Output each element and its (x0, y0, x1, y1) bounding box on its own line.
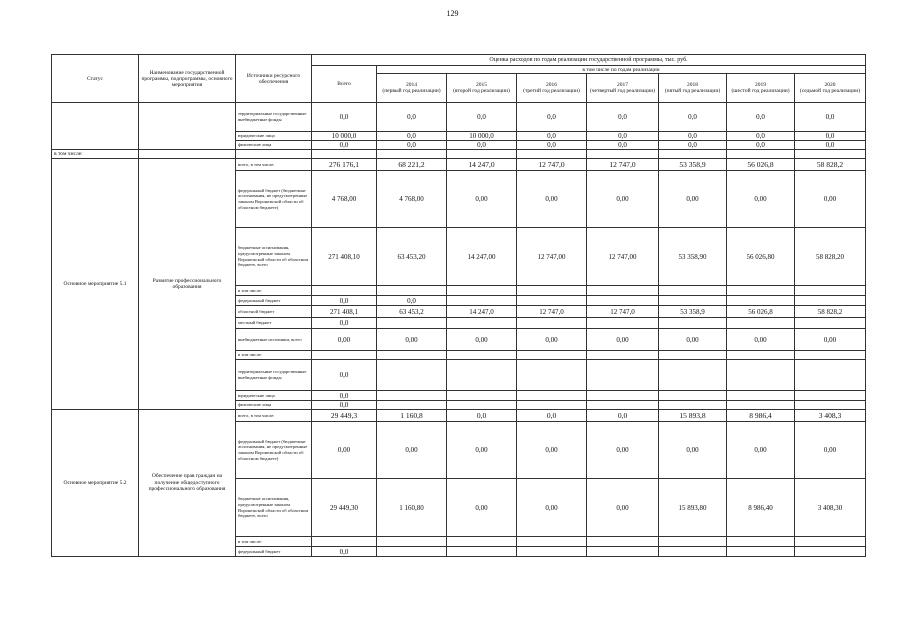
value-cell (517, 360, 587, 391)
value-cell (659, 537, 727, 547)
header-year-number: 2018 (687, 82, 698, 88)
value-cell (587, 286, 659, 296)
value-cell: 0,0 (517, 141, 587, 150)
value-cell: 0,0 (517, 103, 587, 132)
value-cell: 271 408,1 (312, 306, 377, 318)
value-cell: 10 000,0 (447, 132, 517, 141)
empty-cell (312, 150, 377, 159)
value-cell (447, 537, 517, 547)
header-year-label: (третий год реализации) (523, 88, 580, 94)
value-cell: 0,0 (447, 103, 517, 132)
value-cell: 0,00 (312, 329, 377, 351)
header-status: Статус (52, 55, 139, 103)
header-year-number: 2014 (406, 82, 417, 88)
value-cell: 0,0 (447, 410, 517, 422)
value-cell: 0,00 (587, 171, 659, 228)
value-cell (727, 286, 795, 296)
value-cell: 0,0 (312, 296, 377, 306)
value-cell: 0,0 (659, 132, 727, 141)
header-estimate: Оценка расходов по годам реализации государственной программы, тыс. руб. (312, 55, 866, 66)
value-cell: 0,0 (587, 132, 659, 141)
value-cell: 56 026,80 (727, 228, 795, 286)
value-cell: 0,00 (795, 171, 866, 228)
value-cell (517, 537, 587, 547)
value-cell (727, 391, 795, 401)
source-cell: в том числе: (236, 351, 312, 360)
value-cell: 0,00 (727, 329, 795, 351)
value-cell: 12 747,0 (517, 306, 587, 318)
value-cell (517, 286, 587, 296)
empty-cell (727, 150, 795, 159)
value-cell (517, 351, 587, 360)
empty-cell (587, 150, 659, 159)
value-cell: 0,00 (517, 422, 587, 479)
value-cell: 0,0 (727, 132, 795, 141)
value-cell (517, 318, 587, 329)
name-cell-empty (139, 103, 236, 150)
value-cell: 0,00 (587, 329, 659, 351)
value-cell (517, 401, 587, 410)
value-cell (795, 318, 866, 329)
value-cell: 29 449,30 (312, 479, 377, 537)
value-cell: 1 160,8 (377, 410, 447, 422)
value-cell (795, 351, 866, 360)
value-cell (659, 360, 727, 391)
header-year-label: (шестой год реализации) (731, 88, 790, 94)
value-cell (447, 401, 517, 410)
value-cell: 12 747,0 (587, 159, 659, 171)
value-cell (727, 360, 795, 391)
status-cell-empty (52, 103, 139, 150)
value-cell: 15 893,80 (659, 479, 727, 537)
source-cell: территориальные государственные внебюджетные фонды (236, 103, 312, 132)
value-cell (795, 360, 866, 391)
source-cell: физические лица (236, 401, 312, 410)
value-cell (727, 537, 795, 547)
value-cell (659, 547, 727, 557)
source-cell: всего, в том числе: (236, 159, 312, 171)
header-year (795, 74, 866, 103)
value-cell: 276 176,1 (312, 159, 377, 171)
table-row (52, 410, 866, 422)
value-cell: 0,00 (727, 171, 795, 228)
value-cell (377, 360, 447, 391)
header-sources: Источники ресурсного обеспечения (236, 55, 312, 103)
value-cell: 271 408,10 (312, 228, 377, 286)
header-year (447, 74, 517, 103)
value-cell: 0,00 (587, 422, 659, 479)
empty-cell (517, 150, 587, 159)
header-year-number: 2020 (824, 82, 836, 88)
header-year-label: (седьмой год реализации) (799, 88, 861, 94)
source-cell: областной бюджет (236, 306, 312, 318)
value-cell: 0,00 (377, 422, 447, 479)
source-cell: местный бюджет (236, 318, 312, 329)
value-cell (377, 286, 447, 296)
value-cell (587, 547, 659, 557)
value-cell: 10 000,0 (312, 132, 377, 141)
value-cell (517, 547, 587, 557)
header-year-number: 2015 (476, 82, 487, 88)
value-cell (587, 391, 659, 401)
value-cell: 56 026,8 (727, 159, 795, 171)
value-cell (447, 547, 517, 557)
header-year (659, 74, 727, 103)
value-cell: 8 986,4 (727, 410, 795, 422)
header-year-number: 2017 (617, 82, 628, 88)
header-program-name: Наименование государственной программы, подпрограммы, основного мероприятия (139, 55, 236, 103)
value-cell: 58 828,20 (795, 228, 866, 286)
source-cell: физические лица (236, 141, 312, 150)
value-cell (377, 537, 447, 547)
source-cell: федеральный бюджет (бюджетные ассигнования, не предусмотренные законом Воронежской области об областном бюджете) (236, 171, 312, 228)
table-row (52, 159, 866, 171)
value-cell: 0,0 (312, 391, 377, 401)
source-cell: юридические лица (236, 391, 312, 401)
value-cell: 56 026,8 (727, 306, 795, 318)
value-cell: 0,00 (377, 329, 447, 351)
value-cell: 58 828,2 (795, 159, 866, 171)
source-cell: юридические лица (236, 132, 312, 141)
event-status: Основное мероприятие 5.1 (52, 159, 139, 410)
value-cell (312, 351, 377, 360)
value-cell: 58 828,2 (795, 306, 866, 318)
value-cell (795, 401, 866, 410)
value-cell: 0,0 (377, 132, 447, 141)
value-cell: 14 247,0 (447, 306, 517, 318)
value-cell: 15 893,8 (659, 410, 727, 422)
header-by-years: в том числе по годам реализации (377, 66, 866, 74)
value-cell (587, 351, 659, 360)
value-cell: 12 747,0 (517, 159, 587, 171)
value-cell (659, 391, 727, 401)
empty-cell (377, 150, 447, 159)
value-cell: 0,00 (659, 171, 727, 228)
value-cell: 0,00 (795, 422, 866, 479)
value-cell (795, 547, 866, 557)
value-cell: 63 453,20 (377, 228, 447, 286)
value-cell: 63 453,2 (377, 306, 447, 318)
event-name: Развитие профессионального образования (139, 159, 236, 410)
empty-cell (447, 150, 517, 159)
value-cell: 0,0 (377, 296, 447, 306)
header-year-label: (четвертый год реализации) (589, 88, 656, 94)
section-row (52, 150, 866, 159)
empty-cell (659, 150, 727, 159)
header-year-number: 2016 (546, 82, 557, 88)
value-cell: 12 747,00 (517, 228, 587, 286)
header-year (587, 74, 659, 103)
value-cell (795, 537, 866, 547)
value-cell: 0,0 (312, 547, 377, 557)
value-cell (377, 547, 447, 557)
value-cell (795, 296, 866, 306)
value-cell (727, 401, 795, 410)
header-year-label: (пятый год реализации) (664, 88, 721, 94)
value-cell: 0,0 (795, 103, 866, 132)
header-year-label: (второй год реализации) (453, 88, 510, 94)
value-cell: 0,0 (517, 132, 587, 141)
value-cell (727, 547, 795, 557)
value-cell: 0,00 (447, 479, 517, 537)
value-cell: 4 768,00 (312, 171, 377, 228)
source-cell: в том числе: (236, 537, 312, 547)
event-name: Обеспечение прав граждан на получение общедоступного профессионального образования (139, 410, 236, 557)
value-cell: 0,0 (312, 141, 377, 150)
value-cell: 0,0 (587, 410, 659, 422)
source-cell: федеральный бюджет (236, 296, 312, 306)
value-cell (587, 401, 659, 410)
value-cell (587, 296, 659, 306)
source-cell: внебюджетные источники, всего (236, 329, 312, 351)
value-cell: 0,00 (727, 422, 795, 479)
value-cell (447, 351, 517, 360)
event-status: Основное мероприятие 5.2 (52, 410, 139, 557)
value-cell (447, 360, 517, 391)
value-cell: 0,0 (587, 141, 659, 150)
header-year (517, 74, 587, 103)
value-cell (727, 296, 795, 306)
value-cell: 14 247,0 (447, 159, 517, 171)
value-cell (377, 401, 447, 410)
value-cell (447, 286, 517, 296)
value-cell (587, 360, 659, 391)
value-cell: 0,0 (377, 141, 447, 150)
value-cell: 0,0 (795, 132, 866, 141)
value-cell (659, 401, 727, 410)
section-label: в том числе: (52, 150, 139, 159)
value-cell: 0,0 (312, 318, 377, 329)
value-cell: 0,00 (659, 422, 727, 479)
value-cell (447, 296, 517, 306)
value-cell: 0,0 (312, 360, 377, 391)
value-cell: 0,0 (312, 401, 377, 410)
value-cell: 14 247,00 (447, 228, 517, 286)
budget-table (51, 54, 866, 557)
value-cell: 0,0 (377, 103, 447, 132)
value-cell: 0,0 (587, 103, 659, 132)
value-cell: 0,0 (659, 141, 727, 150)
value-cell (659, 351, 727, 360)
value-cell (727, 318, 795, 329)
empty-cell (236, 150, 312, 159)
value-cell: 0,0 (727, 141, 795, 150)
source-cell: в том числе: (236, 286, 312, 296)
value-cell: 29 449,3 (312, 410, 377, 422)
value-cell: 3 408,30 (795, 479, 866, 537)
value-cell (312, 286, 377, 296)
value-cell: 68 221,2 (377, 159, 447, 171)
value-cell: 0,00 (587, 479, 659, 537)
value-cell: 0,00 (795, 329, 866, 351)
value-cell: 12 747,0 (587, 306, 659, 318)
value-cell: 0,0 (312, 103, 377, 132)
value-cell: 12 747,00 (587, 228, 659, 286)
value-cell: 0,00 (517, 329, 587, 351)
value-cell: 0,0 (795, 141, 866, 150)
value-cell (659, 318, 727, 329)
value-cell (659, 296, 727, 306)
value-cell (795, 286, 866, 296)
value-cell: 0,0 (447, 141, 517, 150)
value-cell (517, 391, 587, 401)
value-cell: 3 408,3 (795, 410, 866, 422)
header-year (377, 74, 447, 103)
value-cell: 4 768,00 (377, 171, 447, 228)
source-cell: федеральный бюджет (236, 547, 312, 557)
value-cell: 0,00 (659, 329, 727, 351)
header-year-number: 2019 (755, 82, 766, 88)
value-cell: 0,00 (447, 422, 517, 479)
value-cell (587, 318, 659, 329)
value-cell (447, 318, 517, 329)
value-cell: 53 358,90 (659, 228, 727, 286)
header-year (727, 74, 795, 103)
source-cell: территориальные государственные внебюджетные фонды (236, 360, 312, 391)
value-cell: 0,00 (312, 422, 377, 479)
value-cell (659, 286, 727, 296)
value-cell (587, 537, 659, 547)
empty-cell (139, 150, 236, 159)
value-cell: 0,0 (517, 410, 587, 422)
value-cell: 0,0 (659, 103, 727, 132)
value-cell: 0,0 (727, 103, 795, 132)
value-cell: 0,00 (447, 171, 517, 228)
value-cell: 53 358,9 (659, 306, 727, 318)
page-number: 129 (446, 9, 459, 18)
empty-cell (795, 150, 866, 159)
value-cell (517, 296, 587, 306)
value-cell (377, 351, 447, 360)
value-cell (377, 318, 447, 329)
value-cell (447, 391, 517, 401)
value-cell (727, 351, 795, 360)
value-cell: 1 160,80 (377, 479, 447, 537)
source-cell: всего, в том числе: (236, 410, 312, 422)
header-year-label: (первый год реализации) (382, 88, 441, 94)
value-cell: 53 358,9 (659, 159, 727, 171)
source-cell: бюджетные ассигнования, предусмотренные законом Воронежской области об областном бюджете, всего (236, 479, 312, 537)
value-cell (377, 391, 447, 401)
header-total: Всего (312, 66, 377, 103)
value-cell: 8 986,40 (727, 479, 795, 537)
source-cell: бюджетные ассигнования, предусмотренные законом Воронежской области об областном бюджете, всего (236, 228, 312, 286)
value-cell (795, 391, 866, 401)
value-cell: 0,00 (447, 329, 517, 351)
value-cell: 0,00 (517, 171, 587, 228)
table-row (52, 103, 866, 132)
value-cell: 0,00 (517, 479, 587, 537)
source-cell: федеральный бюджет (бюджетные ассигнования, не предусмотренные законом Воронежской области об областном бюджете) (236, 422, 312, 479)
value-cell (312, 537, 377, 547)
